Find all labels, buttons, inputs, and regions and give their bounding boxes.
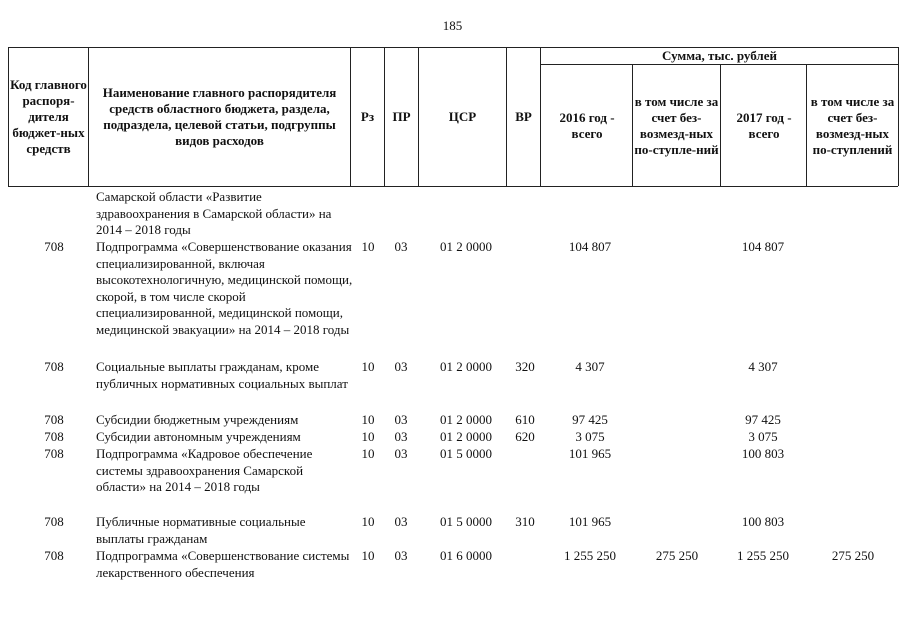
row-vr: 310 bbox=[515, 514, 535, 529]
header-2016-total: 2016 год - всего bbox=[559, 109, 615, 141]
row-2017-total: 1 255 250 bbox=[737, 548, 789, 563]
row-name: Подпрограмма «Совершенствование оказания специализированной, включая высокотехнологичную, медицинской помощи, скорой, в том числе скорой специализированной, медицинской помощи, медицинской эвакуации» на 2014 – 2018 годы bbox=[96, 239, 353, 337]
row-pr: 03 bbox=[394, 548, 408, 563]
row-name: Самарской области «Развитие здравоохранения в Самарской области» на 2014 – 2018 годы bbox=[96, 189, 332, 237]
header-code: Код главного распоря-дителя бюджет-ных средств bbox=[10, 77, 87, 156]
row-2017-total: 100 803 bbox=[741, 446, 785, 461]
row-2017-total: 4 307 bbox=[748, 359, 778, 374]
row-code: 708 bbox=[44, 359, 64, 374]
row-pr: 03 bbox=[394, 412, 408, 427]
row-rz: 10 bbox=[361, 359, 375, 374]
row-2017-total: 3 075 bbox=[748, 429, 778, 444]
header-sum: Сумма, тыс. рублей bbox=[662, 48, 777, 63]
row-2017-total: 97 425 bbox=[745, 412, 781, 427]
row-2016-total: 101 965 bbox=[568, 514, 612, 529]
row-2016-total: 97 425 bbox=[572, 412, 608, 427]
header-rz: Рз bbox=[360, 109, 375, 124]
row-rz: 10 bbox=[361, 412, 375, 427]
row-name: Подпрограмма «Совершенствование системы лекарственного обеспечения bbox=[96, 548, 350, 580]
header-name: Наименование главного распорядителя средств областного бюджета, раздела, подраздела, целевой статьи, подгруппы видов расходов bbox=[102, 85, 337, 148]
row-rz: 10 bbox=[361, 548, 375, 563]
row-csr: 01 2 0000 bbox=[440, 429, 492, 444]
row-2016-total: 101 965 bbox=[568, 446, 612, 461]
row-name: Социальные выплаты гражданам, кроме публичных нормативных социальных выплат bbox=[96, 359, 348, 391]
row-rz: 10 bbox=[361, 239, 375, 254]
row-name: Публичные нормативные социальные выплаты гражданам bbox=[96, 514, 306, 546]
header-2017-total: 2017 год - всего bbox=[736, 109, 792, 141]
row-pr: 03 bbox=[394, 514, 408, 529]
row-vr: 610 bbox=[515, 412, 535, 427]
header-vr: ВР bbox=[515, 109, 532, 124]
row-2016-free: 275 250 bbox=[655, 548, 699, 563]
row-code: 708 bbox=[44, 446, 64, 461]
row-csr: 01 5 0000 bbox=[440, 446, 492, 461]
row-pr: 03 bbox=[394, 359, 408, 374]
row-rz: 10 bbox=[361, 446, 375, 461]
row-name: Субсидии автономным учреждениям bbox=[96, 429, 301, 444]
row-code: 708 bbox=[44, 239, 64, 254]
row-code: 708 bbox=[44, 412, 64, 427]
row-2017-total: 104 807 bbox=[741, 239, 785, 254]
row-code: 708 bbox=[44, 514, 64, 529]
row-2016-total: 4 307 bbox=[575, 359, 605, 374]
row-2016-total: 1 255 250 bbox=[564, 548, 616, 563]
row-code: 708 bbox=[44, 548, 64, 563]
row-2017-total: 100 803 bbox=[741, 514, 785, 529]
row-vr: 620 bbox=[515, 429, 535, 444]
row-name: Подпрограмма «Кадровое обеспечение системы здравоохранения Самарской области» на 2014 – 2018 годы bbox=[96, 446, 313, 494]
row-pr: 03 bbox=[394, 239, 408, 254]
header-csr: ЦСР bbox=[448, 109, 477, 124]
header-2017-free: в том числе за счет без-возмезд-ных по-ступлений bbox=[810, 93, 895, 157]
row-pr: 03 bbox=[394, 446, 408, 461]
page-number: 185 bbox=[442, 18, 463, 33]
row-csr: 01 6 0000 bbox=[440, 548, 492, 563]
row-vr: 320 bbox=[515, 359, 535, 374]
row-2016-total: 3 075 bbox=[575, 429, 605, 444]
row-2017-free: 275 250 bbox=[831, 548, 875, 563]
row-csr: 01 2 0000 bbox=[440, 359, 492, 374]
row-2016-total: 104 807 bbox=[568, 239, 612, 254]
row-name: Субсидии бюджетным учреждениям bbox=[96, 412, 299, 427]
row-csr: 01 5 0000 bbox=[440, 514, 492, 529]
row-rz: 10 bbox=[361, 429, 375, 444]
row-csr: 01 2 0000 bbox=[440, 412, 492, 427]
header-pr: ПР bbox=[392, 109, 411, 124]
header-2016-free: в том числе за счет без-возмезд-ных по-ступле-ний bbox=[634, 93, 719, 157]
row-code: 708 bbox=[44, 429, 64, 444]
row-pr: 03 bbox=[394, 429, 408, 444]
row-rz: 10 bbox=[361, 514, 375, 529]
row-csr: 01 2 0000 bbox=[440, 239, 492, 254]
